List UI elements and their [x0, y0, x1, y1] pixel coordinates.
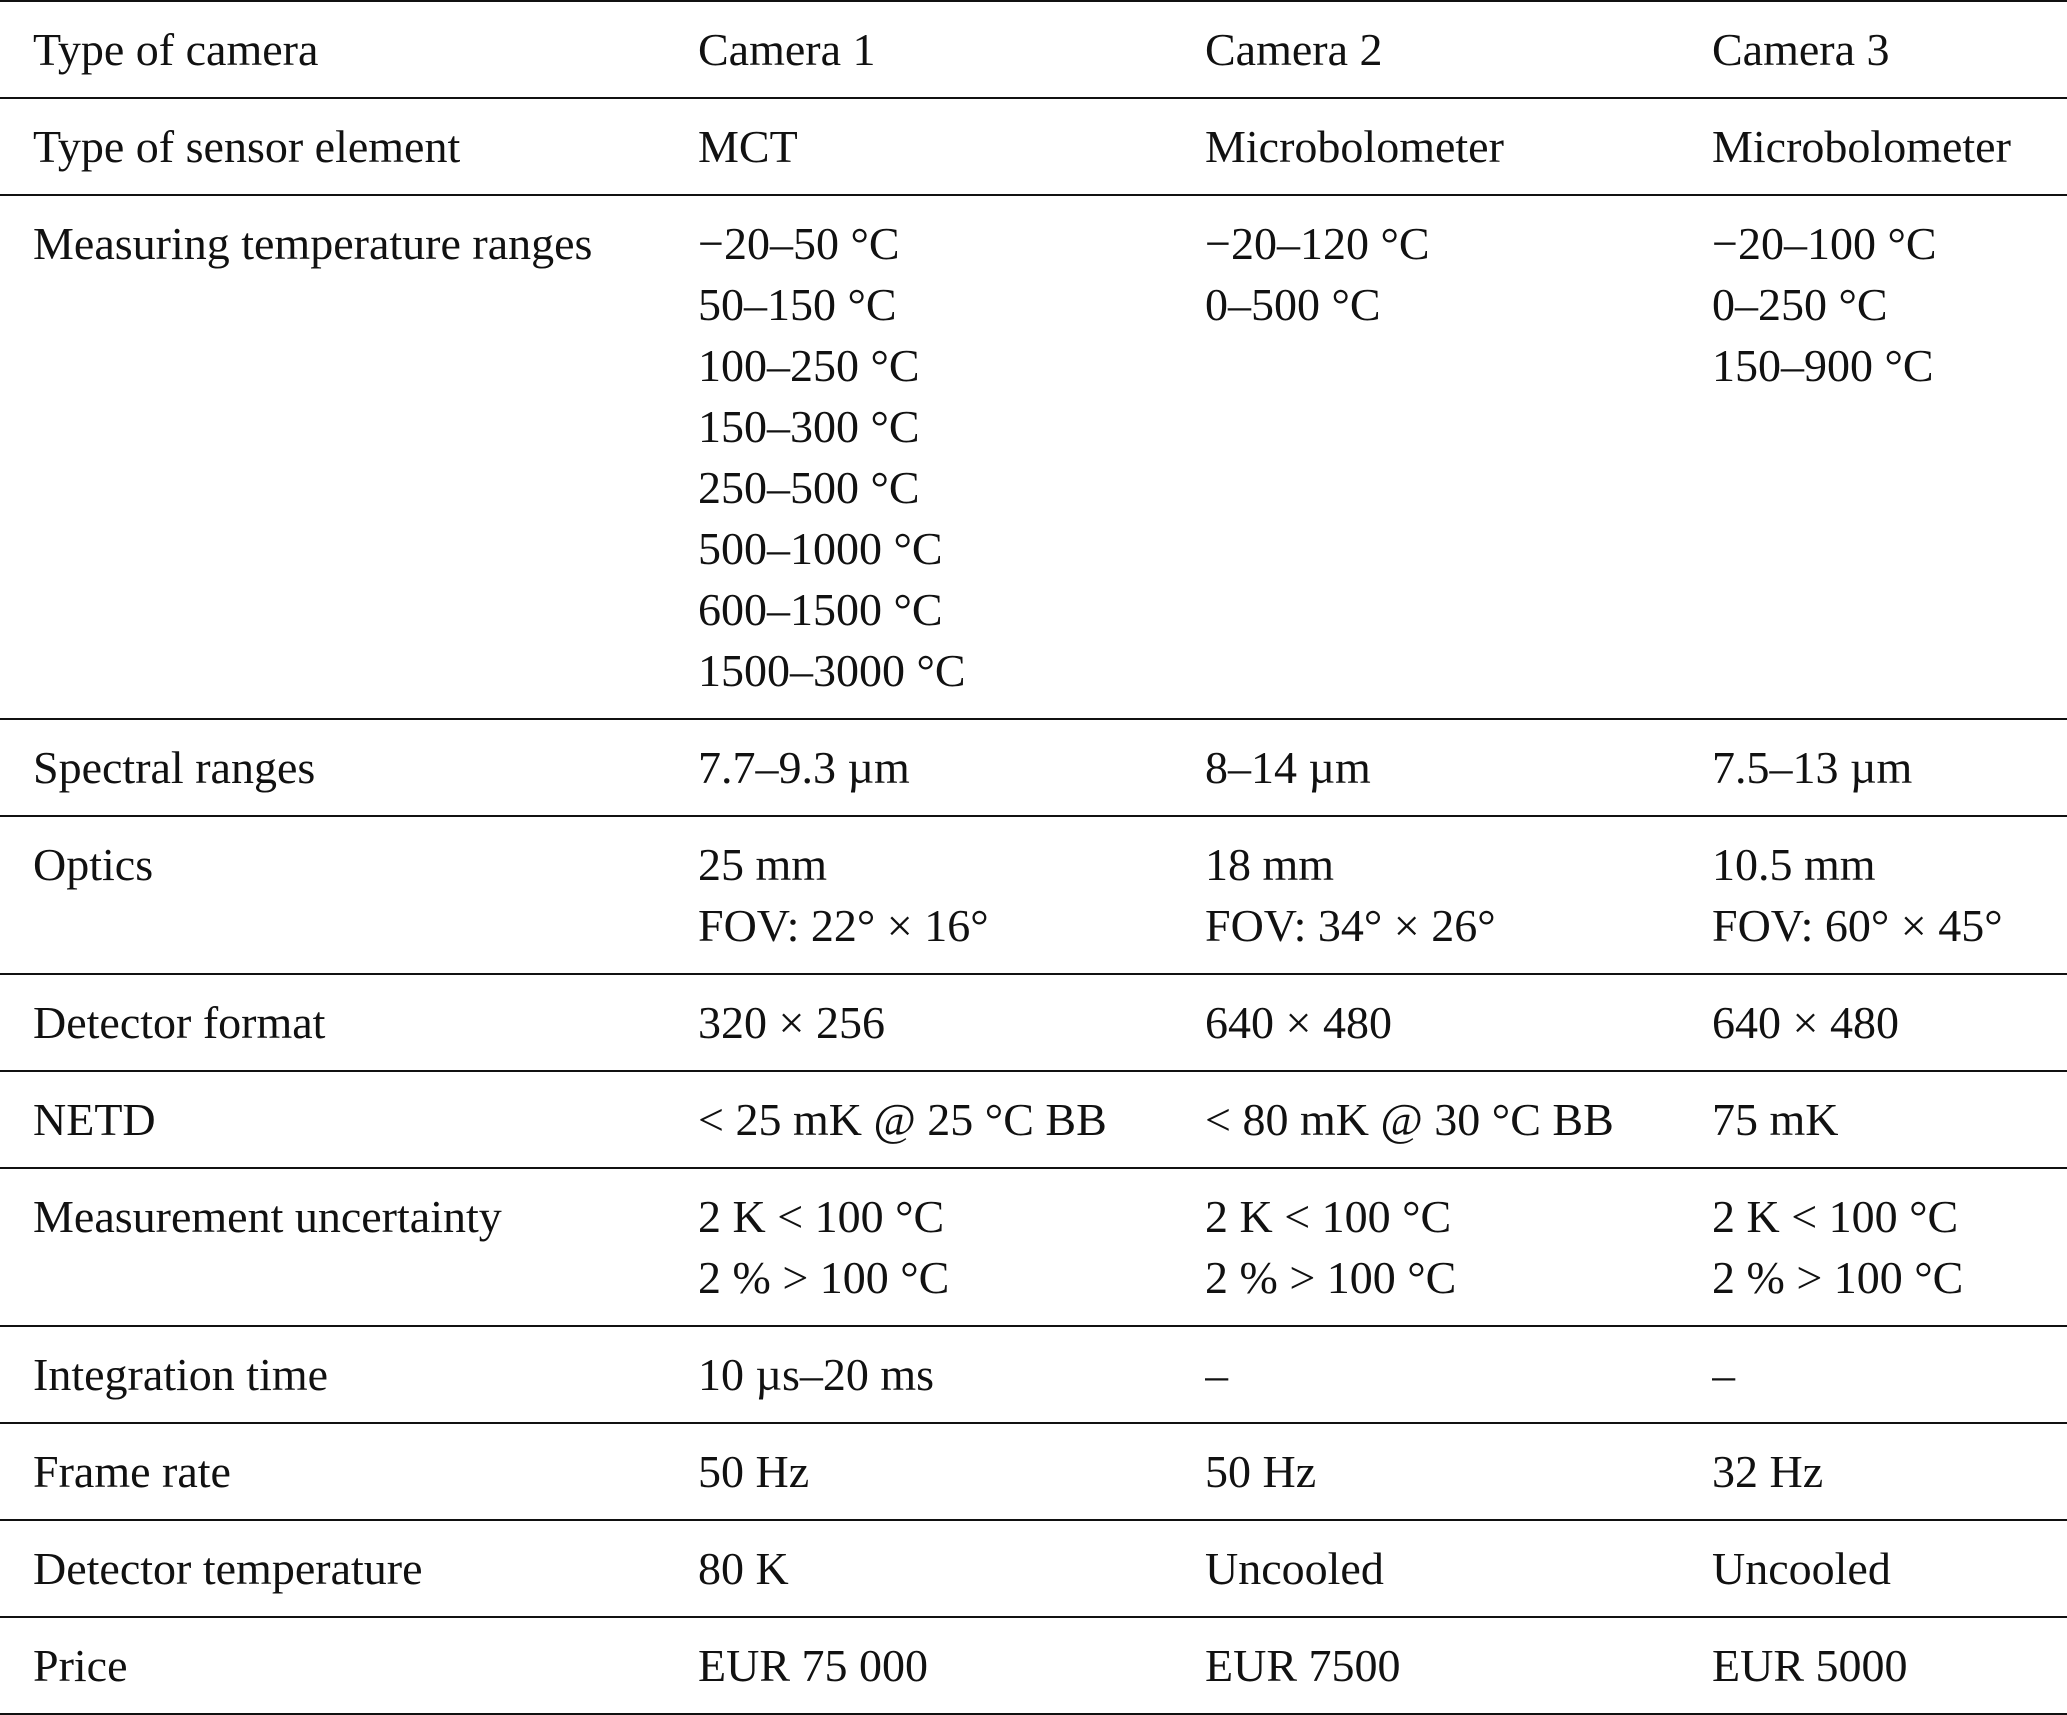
cell-line: 500–1000 °C [698, 523, 943, 574]
cell-line: 2 K < 100 °C [698, 1191, 945, 1242]
row-label: Detector format [0, 974, 698, 1071]
table-header-row [0, 1, 2067, 98]
table-cell [1205, 1168, 1712, 1326]
cell-line: 7.5–13 µm [1712, 742, 1913, 793]
cell-line: EUR 5000 [1712, 1640, 1908, 1691]
row-label: Measurement uncertainty [0, 1168, 698, 1326]
cell-line: FOV: 34° × 26° [1205, 900, 1496, 951]
cell-line: 2 % > 100 °C [1712, 1252, 1964, 1303]
cell-line: 25 mm [698, 839, 828, 890]
table-cell [698, 1326, 1205, 1423]
table-cell [1205, 98, 1712, 195]
cell-line: −20–120 °C [1205, 218, 1430, 269]
row-label: Type of camera [0, 1, 698, 98]
table-cell [1712, 98, 2067, 195]
cell-line: 50 Hz [698, 1446, 810, 1497]
cell-line: 150–900 °C [1712, 340, 1934, 391]
table-cell [698, 974, 1205, 1071]
table-row [0, 195, 2067, 719]
table-cell [698, 1520, 1205, 1617]
cell-line: Microbolometer [1205, 121, 1504, 172]
table-body [0, 1, 2067, 1714]
cell-line: – [1205, 1349, 1228, 1400]
cell-line: −20–100 °C [1712, 218, 1937, 269]
cell-line: −20–50 °C [698, 218, 900, 269]
column-header-camera-1: Camera 1 [698, 1, 1205, 98]
column-header-camera-2: Camera 2 [1205, 1, 1712, 98]
cell-line: 75 mK [1712, 1094, 1839, 1145]
cell-line: 2 K < 100 °C [1205, 1191, 1452, 1242]
cell-line: 320 × 256 [698, 997, 885, 1048]
table-cell [1712, 1520, 2067, 1617]
table-row [0, 1423, 2067, 1520]
cell-line: 7.7–9.3 µm [698, 742, 910, 793]
table-cell [698, 1617, 1205, 1714]
table-cell [1712, 1071, 2067, 1168]
table-cell [1712, 1617, 2067, 1714]
table-row [0, 1326, 2067, 1423]
cell-line: 18 mm [1205, 839, 1335, 890]
cell-line: 100–250 °C [698, 340, 920, 391]
cell-line: EUR 7500 [1205, 1640, 1401, 1691]
row-label: NETD [0, 1071, 698, 1168]
row-label: Frame rate [0, 1423, 698, 1520]
cell-line: 2 % > 100 °C [698, 1252, 950, 1303]
table-cell [1205, 719, 1712, 816]
table-cell [698, 719, 1205, 816]
row-label: Measuring temperature ranges [0, 195, 698, 719]
row-label: Spectral ranges [0, 719, 698, 816]
table-row [0, 719, 2067, 816]
cell-line: < 25 mK @ 25 °C BB [698, 1094, 1107, 1145]
cell-line: 2 % > 100 °C [1205, 1252, 1457, 1303]
table-row [0, 1071, 2067, 1168]
table-row [0, 974, 2067, 1071]
table-cell [698, 1168, 1205, 1326]
cell-line: 0–250 °C [1712, 279, 1888, 330]
cell-line: – [1712, 1349, 1735, 1400]
cell-line: 640 × 480 [1712, 997, 1899, 1048]
row-label: Integration time [0, 1326, 698, 1423]
table-cell [1712, 974, 2067, 1071]
table-row [0, 1617, 2067, 1714]
cell-line: FOV: 22° × 16° [698, 900, 989, 951]
cell-line: 0–500 °C [1205, 279, 1381, 330]
cell-line: Uncooled [1205, 1543, 1384, 1594]
cell-line: < 80 mK @ 30 °C BB [1205, 1094, 1614, 1145]
table-row [0, 1168, 2067, 1326]
table-row [0, 1520, 2067, 1617]
cell-line: Uncooled [1712, 1543, 1891, 1594]
cell-line: 10.5 mm [1712, 839, 1876, 890]
cell-line: MCT [698, 121, 798, 172]
cell-line: Microbolometer [1712, 121, 2011, 172]
table-cell [698, 816, 1205, 974]
table-cell [1205, 195, 1712, 719]
table-cell [1205, 1326, 1712, 1423]
table-cell [1205, 1520, 1712, 1617]
table-cell [698, 98, 1205, 195]
table-cell [1712, 1326, 2067, 1423]
row-label: Price [0, 1617, 698, 1714]
table-cell [1712, 1423, 2067, 1520]
table-cell [1712, 816, 2067, 974]
row-label: Type of sensor element [0, 98, 698, 195]
cell-line: 150–300 °C [698, 401, 920, 452]
cell-line: 50–150 °C [698, 279, 897, 330]
cell-line: 32 Hz [1712, 1446, 1824, 1497]
table-cell [1712, 195, 2067, 719]
cell-line: 600–1500 °C [698, 584, 943, 635]
table-cell [1205, 816, 1712, 974]
table-cell [1712, 1168, 2067, 1326]
cell-line: FOV: 60° × 45° [1712, 900, 2003, 951]
cell-line: 640 × 480 [1205, 997, 1392, 1048]
cell-line: 10 µs–20 ms [698, 1349, 935, 1400]
table-cell [1205, 1071, 1712, 1168]
cell-line: 1500–3000 °C [698, 645, 966, 696]
table-cell [698, 1423, 1205, 1520]
table-row [0, 98, 2067, 195]
row-label: Optics [0, 816, 698, 974]
table-cell [1205, 1617, 1712, 1714]
cell-line: 50 Hz [1205, 1446, 1317, 1497]
cell-line: 8–14 µm [1205, 742, 1371, 793]
table-cell [1205, 974, 1712, 1071]
row-label: Detector temperature [0, 1520, 698, 1617]
table-cell [1712, 719, 2067, 816]
table-cell [698, 195, 1205, 719]
table-row [0, 816, 2067, 974]
table-cell [1205, 1423, 1712, 1520]
table-cell [698, 1071, 1205, 1168]
cell-line: 80 K [698, 1543, 789, 1594]
cell-line: EUR 75 000 [698, 1640, 928, 1691]
cell-line: 2 K < 100 °C [1712, 1191, 1959, 1242]
cell-line: 250–500 °C [698, 462, 920, 513]
column-header-camera-3: Camera 3 [1712, 1, 2067, 98]
